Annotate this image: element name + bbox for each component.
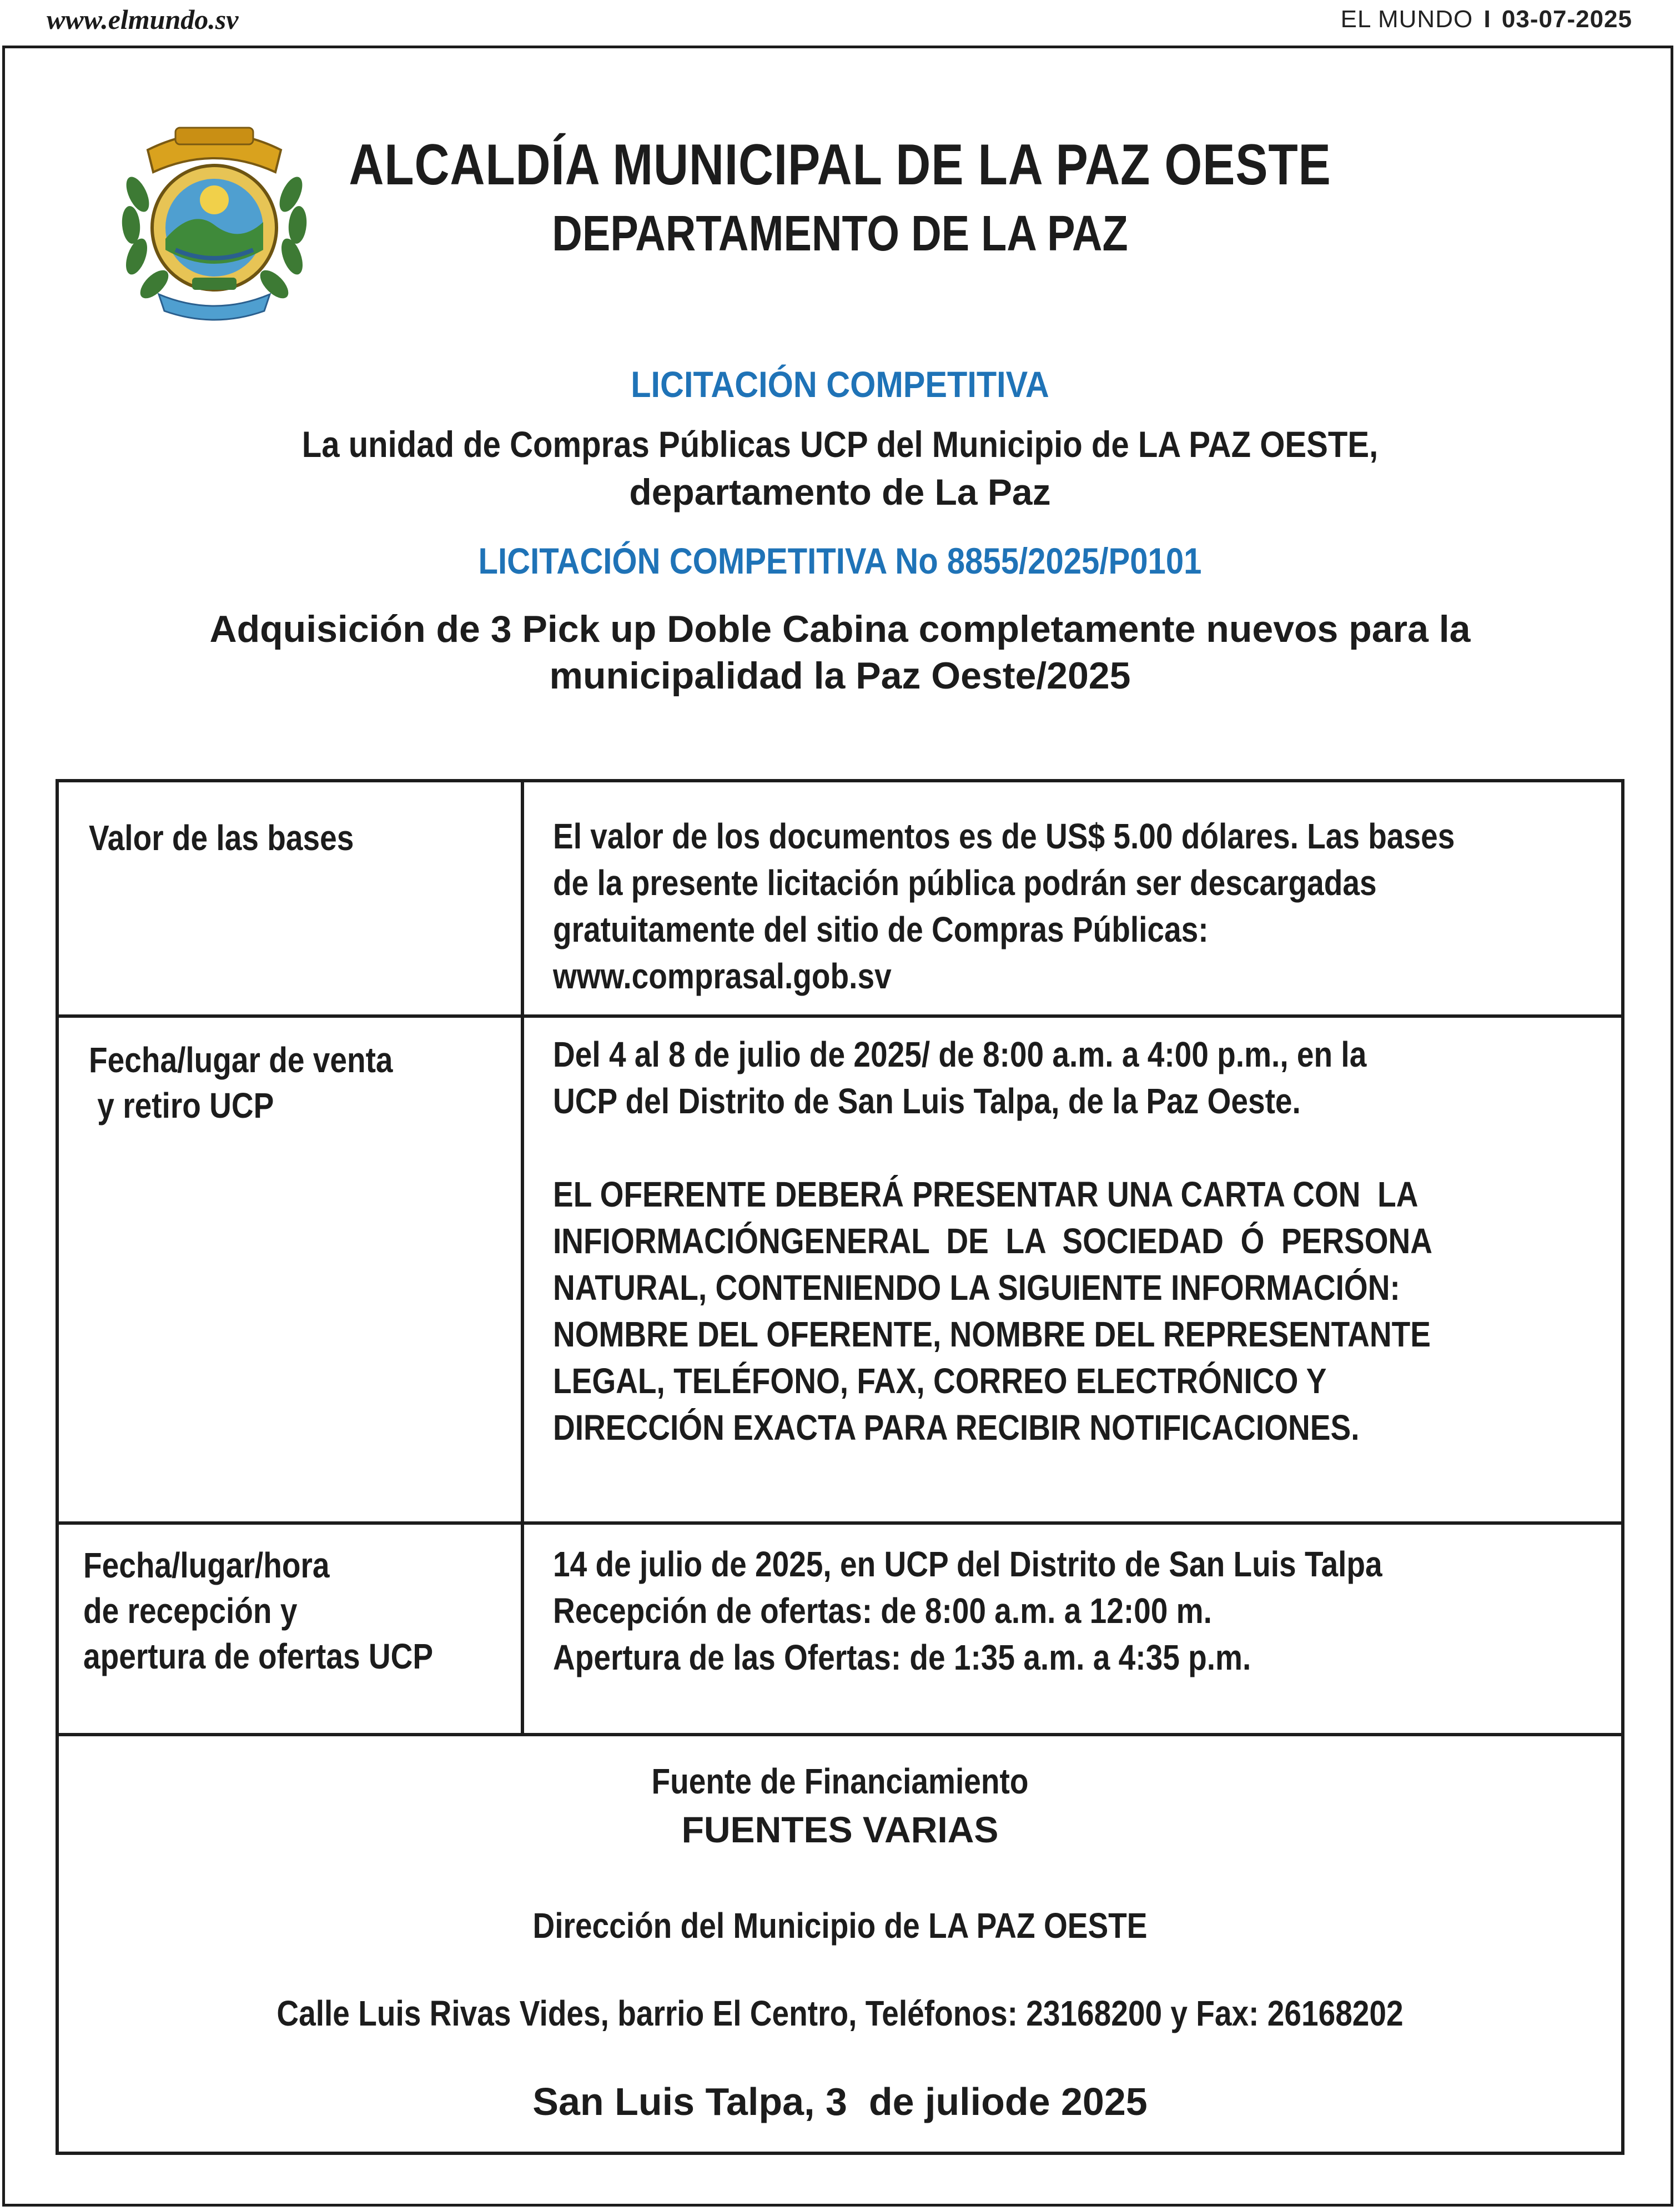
content-line: DIRECCIÓN EXACTA PARA RECIBIR NOTIFICACIONES. <box>553 1408 1360 1448</box>
content-line: NOMBRE DEL OFERENTE, NOMBRE DEL REPRESENTANTE <box>553 1314 1431 1354</box>
content-line: Del 4 al 8 de julio de 2025/ de 8:00 a.m. a 4:00 p.m., en la <box>553 1034 1367 1074</box>
content-line: Recepción de ofertas: de 8:00 a.m. a 12:00 m. <box>553 1591 1212 1631</box>
publication-name: EL MUNDO <box>1340 6 1473 33</box>
label-line: apertura de ofertas UCP <box>83 1636 434 1676</box>
address-value: Calle Luis Rivas Vides, barrio El Centro, Teléfonos: 23168200 y Fax: 26168202 <box>276 1993 1404 2033</box>
content-line: UCP del Distrito de San Luis Talpa, de la Paz Oeste. <box>553 1081 1301 1121</box>
label-line: y retiro UCP <box>89 1085 274 1125</box>
table-row-content <box>553 813 1455 999</box>
edition-separator: I <box>1483 6 1491 33</box>
content-line: El valor de los documentos es de US$ 5.00 dólares. Las bases <box>553 816 1455 856</box>
content-line: NATURAL, CONTENIENDO LA SIGUIENTE INFORMACIÓN: <box>553 1268 1400 1308</box>
tender-object-line-2: municipalidad la Paz Oeste/2025 <box>549 655 1131 697</box>
tender-info-table <box>56 779 1624 2155</box>
masthead <box>0 0 1680 44</box>
label-line: Valor de las bases <box>89 818 354 858</box>
department-title: DEPARTAMENTO DE LA PAZ <box>552 206 1128 262</box>
label-line: Fecha/lugar/hora <box>83 1545 330 1585</box>
table-row-content <box>553 1031 1366 1124</box>
content-line: Apertura de las Ofertas: de 1:35 a.m. a 4:35 p.m. <box>553 1637 1251 1677</box>
tender-object-line-1: Adquisición de 3 Pick up Doble Cabina completamente nuevos para la <box>209 608 1471 650</box>
purchasing-unit-line-1: La unidad de Compras Públicas UCP del Municipio de LA PAZ OESTE, <box>301 424 1379 465</box>
funding-label: Fuente de Financiamiento <box>651 1761 1029 1801</box>
address-label: Dirección del Municipio de LA PAZ OESTE <box>532 1906 1148 1946</box>
content-line: gratuitamente del sitio de Compras Públicas: <box>553 909 1209 949</box>
content-line: de la presente licitación pública podrán ser descargadas <box>553 863 1377 903</box>
publication-date: 03-07-2025 <box>1501 6 1632 33</box>
table-row-label <box>89 816 354 861</box>
content-line: LEGAL, TELÉFONO, FAX, CORREO ELECTRÓNICO Y <box>553 1361 1327 1401</box>
content-line: INFIORMACIÓNGENERAL DE LA SOCIEDAD Ó PERSONA <box>553 1221 1433 1261</box>
content-line: EL OFERENTE DEBERÁ PRESENTAR UNA CARTA CON LA <box>553 1174 1419 1214</box>
table-row-divider <box>59 1733 1621 1736</box>
site-url[interactable]: www.elmundo.sv <box>47 4 239 35</box>
table-row-label <box>89 1038 393 1129</box>
funding-value: FUENTES VARIAS <box>681 1809 999 1850</box>
label-line: Fecha/lugar de venta <box>89 1040 393 1080</box>
content-line: 14 de julio de 2025, en UCP del Distrito de San Luis Talpa <box>553 1544 1382 1584</box>
table-row-content <box>553 1541 1382 1681</box>
table-row-divider <box>59 1521 1621 1525</box>
label-line: de recepción y <box>83 1590 298 1631</box>
bidder-requirements <box>553 1171 1432 1451</box>
municipality-title: ALCALDÍA MUNICIPAL DE LA PAZ OESTE <box>349 133 1331 197</box>
tender-number-heading: LICITACIÓN COMPETITIVA No 8855/2025/P0101 <box>478 540 1202 581</box>
tender-type-heading: LICITACIÓN COMPETITIVA <box>631 364 1049 405</box>
purchasing-unit-line-2: departamento de La Paz <box>629 471 1051 512</box>
comprasal-link[interactable]: www.comprasal.gob.sv <box>553 956 892 996</box>
place-date: San Luis Talpa, 3 de juliode 2025 <box>532 2080 1148 2123</box>
edition-info <box>1341 6 1632 33</box>
table-row-label <box>83 1543 433 1680</box>
table-column-divider <box>521 782 524 1736</box>
table-row-divider <box>59 1014 1621 1018</box>
